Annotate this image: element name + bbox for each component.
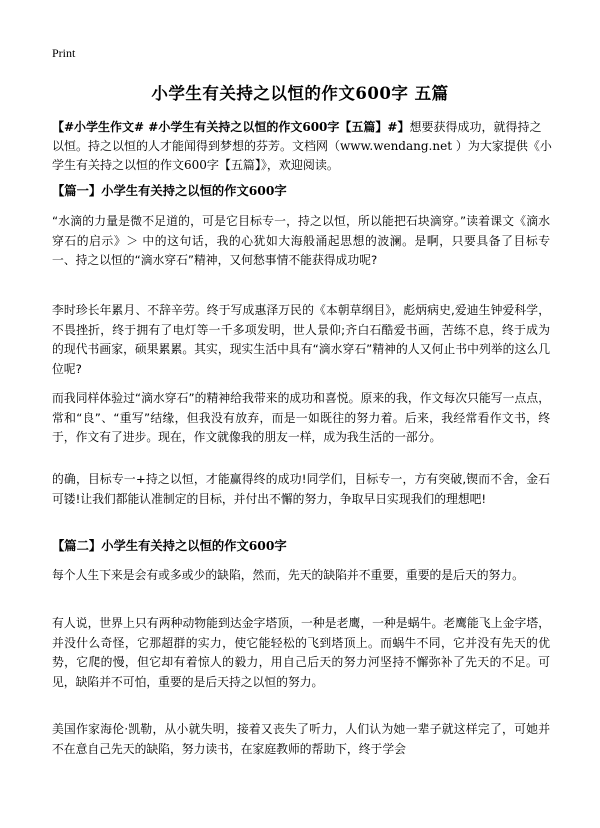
intro-paragraph: [52, 118, 552, 175]
section-1-paragraph-2: 李时珍长年累月、不辞辛劳。终于写成惠泽万民的《本朝草纲目》，彪炳病史,爱迪生钟爱科学，不畏挫折，终于拥有了电灯等一千多项发明，世人景仰;齐白石酷爱书画，苦练不息，终于成为的现代书画家，硕果累累。其实，现实生活中具有“滴水穿石”精神的人又何止书中列举的这么几位呢?: [52, 303, 550, 376]
page-title: 小学生有关持之以恒的作文600字 五篇: [151, 84, 449, 103]
section-2-paragraph-2: 有人说，世界上只有两种动物能到达金字塔顶，一种是老鹰，一种是蜗牛。老鹰能飞上金字塔，并没什么奇怪，它那超群的实力，使它能轻松的飞到塔顶上。而蜗牛不同，它并没有先天的优势，它爬的慢，但它却有着惊人的毅力，用自己后天的努力河坚持不懈弥补了先天的不足。可见，缺陷并不可怕，重要的是后天持之以恒的努力。: [52, 616, 550, 689]
section-heading-2: 【篇二】小学生有关持之以恒的作文600字: [52, 538, 287, 553]
section-2-paragraph-1: 每个人生下来是会有或多或少的缺陷，然而，先天的缺陷并不重要，重要的是后天的努力。: [52, 568, 524, 582]
section-1-paragraph-3: 而我同样体验过“滴水穿石”的精神给我带来的成功和喜悦。原来的我，作文每次只能写一点点，常和“良”、“重写”结缘，但我没有放弃，而是一如既往的努力着。后来，我经常看作文书，终于，作文有了进步。现在，作文就像我的朋友一样，成为我生活的一部分。: [52, 391, 550, 444]
section-1-paragraph-4: 的确，目标专一+持之以恒，才能赢得终的成功!同学们，目标专一，方有突破,锲而不舍，金石可镂!让我们都能认准制定的目标，并付出不懈的努力，争取早日实现我们的理想吧!: [52, 472, 550, 506]
section-1-paragraph-1: “水滴的力量是微不足道的，可是它目标专一，持之以恒，所以能把石块滴穿。”读着课文《滴水穿石的启示》＞ 中的这句话，我的心犹如大海般涌起思想的波澜。是啊，只要具备了目标专一、持之以恒的“滴水穿石”精神，又何愁事情不能获得成功呢?: [52, 214, 550, 267]
intro-text: 想要获得成功，就得持之以恒。持之以恒的人才能闻得到梦想的芬芳。文档网（www.wendang.net ）为大家提供《小学生有关持之以恒的作文600字【五篇】》，欢迎阅读。: [52, 120, 552, 172]
intro-tag-line: 【#小学生作文# #小学生有关持之以恒的作文600字【五篇】#】: [52, 120, 410, 134]
print-link[interactable]: Print: [52, 46, 76, 60]
section-2-paragraph-3: 美国作家海伦·凯勒，从小就失明，接着又丧失了听力，人们认为她一辈子就这样完了，可她并不在意自己先天的缺陷，努力读书，在家庭教师的帮助下，终于学会: [52, 722, 550, 756]
section-heading-1: 【篇一】小学生有关持之以恒的作文600字: [52, 183, 287, 198]
